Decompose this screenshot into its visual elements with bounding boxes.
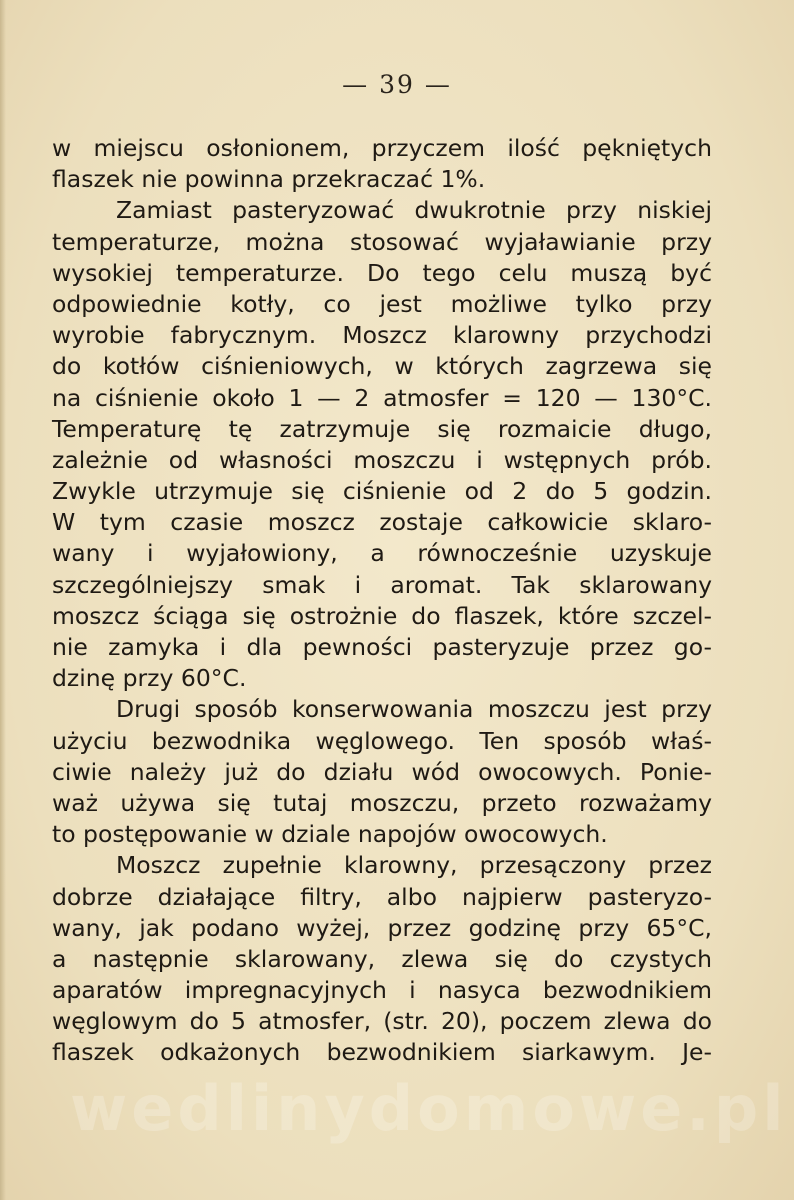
text-line: temperaturze, można stosować wyjaławianie przy bbox=[52, 227, 712, 256]
text-line: wany i wyjałowiony, a równocześnie uzyskuje bbox=[52, 539, 712, 568]
text-line: nie zamyka i dla pewności pasteryzuje przez go- bbox=[52, 633, 712, 661]
text-line: węglowym do 5 atmosfer, (str. 20), poczem zlewa do bbox=[52, 1007, 712, 1036]
page-number: — 39 — bbox=[342, 70, 452, 99]
text-line: Drugi sposób konserwowania moszczu jest przy bbox=[116, 695, 712, 724]
text-line: W tym czasie moszcz zostaje całkowicie sklaro- bbox=[52, 508, 712, 537]
text-line: moszcz ściąga się ostrożnie do flaszek, które szczel- bbox=[52, 601, 712, 630]
text-line: Zwykle utrzymuje się ciśnienie od 2 do 5 godzin. bbox=[52, 477, 712, 506]
text-line: ciwie należy już do działu wód owocowych. Ponie- bbox=[52, 757, 712, 786]
text-line: aparatów impregnacyjnych i nasyca bezwodnikiem bbox=[52, 976, 712, 1005]
text-line: waż używa się tutaj moszczu, przeto rozważamy bbox=[52, 788, 712, 817]
text-line: dobrze działające filtry, albo najpierw pasteryzo- bbox=[52, 882, 712, 911]
text-line: wyrobie fabrycznym. Moszcz klarowny przychodzi bbox=[52, 321, 712, 350]
text-line: a następnie sklarowany, zlewa się do czystych bbox=[52, 944, 712, 973]
text-line: wany, jak podano wyżej, przez godzinę przy 65°C, bbox=[52, 913, 712, 942]
body-text bbox=[52, 133, 712, 1069]
text-line: szczególniejszy smak i aromat. Tak sklarowany bbox=[52, 570, 712, 599]
text-line: na ciśnienie około 1 — 2 atmosfer = 120 — 130°C. bbox=[52, 383, 712, 412]
text-line: wysokiej temperaturze. Do tego celu muszą być bbox=[52, 258, 712, 287]
text-line: w miejscu osłonionem, przyczem ilość pękniętych bbox=[52, 134, 712, 162]
text-line: odpowiednie kotły, co jest możliwe tylko przy bbox=[52, 289, 712, 318]
text-line: Zamiast pasteryzować dwukrotnie przy niskiej bbox=[116, 196, 712, 225]
text-line: zależnie od własności moszczu i wstępnych prób. bbox=[52, 445, 712, 474]
text-line: to postępowanie w dziale napojów owocowych. bbox=[52, 820, 608, 849]
text-line: Moszcz zupełnie klarowny, przesączony przez bbox=[116, 851, 712, 880]
text-line: użyciu bezwodnika węglowego. Ten sposób właś- bbox=[52, 726, 712, 755]
watermark: wedlinydomowe.pl bbox=[70, 1072, 788, 1145]
text-line: flaszek odkażonych bezwodnikiem siarkawym. Je- bbox=[52, 1038, 712, 1067]
text-line: do kotłów ciśnieniowych, w których zagrzewa się bbox=[52, 352, 712, 381]
page-edge-shadow bbox=[0, 0, 6, 1200]
text-line: dzinę przy 60°C. bbox=[52, 664, 247, 693]
text-line: flaszek nie powinna przekraczać 1%. bbox=[52, 165, 486, 194]
text-line: Temperaturę tę zatrzymuje się rozmaicie długo, bbox=[52, 414, 712, 443]
